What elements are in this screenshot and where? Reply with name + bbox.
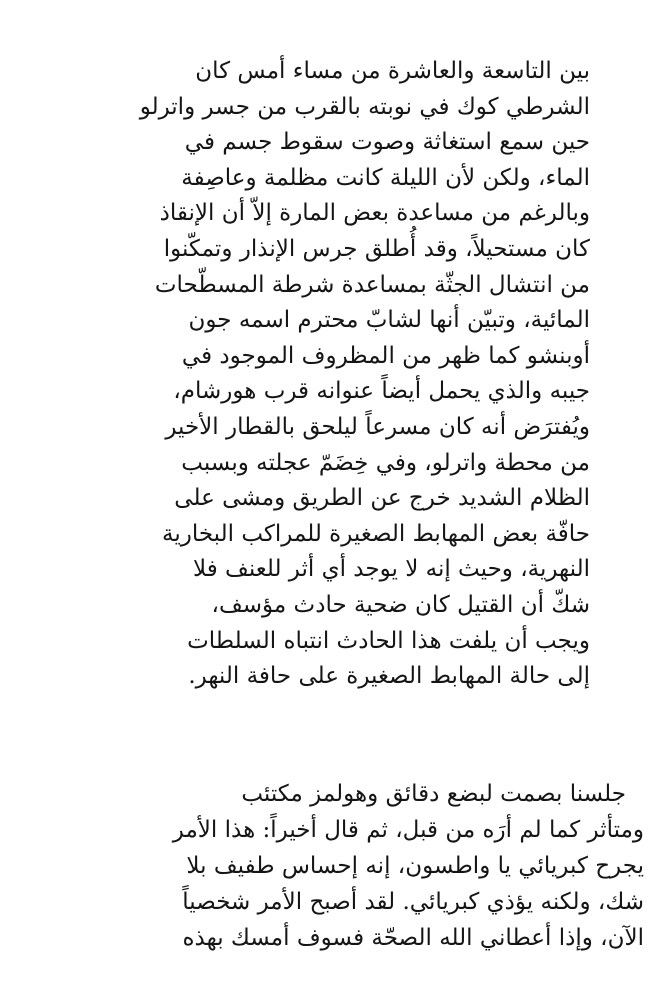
- quote-line: كان مستحيلاً، وقد أُطلق جرس الإنذار وتمكّنوا: [163, 235, 590, 262]
- quote-line: من محطة واترلو، وفي خِضَمّ عجلته وبسبب: [181, 449, 590, 476]
- quote-line: ويُفترَض أنه كان مسرعاً ليلحق بالقطار الأخير: [165, 413, 590, 440]
- quote-line: جيبه والذي يحمل أيضاً عنوانه قرب هورشام،: [173, 378, 590, 405]
- paragraph-line: جلسنا بصمت لبضع دقائق وهولمز مكتئب: [241, 781, 626, 807]
- quote-line: حين سمع استغاثة وصوت سقوط جسم في: [184, 129, 590, 156]
- quote-line: بين التاسعة والعاشرة من مساء أمس كان: [195, 58, 590, 84]
- newspaper-quote: [70, 54, 590, 695]
- quote-line: إلى حالة المهابط الصغيرة على حافة النهر.: [188, 663, 590, 690]
- paragraph-line: شك، ولكنه يؤذي كبريائي. لقد أصبح الأمر شخصياً: [182, 889, 644, 915]
- quote-line: الماء، ولكن لأن الليلة كانت مظلمة وعاصِفة: [181, 164, 590, 191]
- paragraph-line: الآن، وإذا أعطاني الله الصحّة فسوف أمسك بهذه: [182, 925, 644, 951]
- quote-line: حافّة بعض المهابط الصغيرة للمراكب البخارية: [161, 520, 590, 547]
- quote-line: الظلام الشديد خرج عن الطريق ومشى على: [174, 485, 590, 512]
- quote-line: أوبنشو كما ظهر من المظروف الموجود في: [181, 342, 590, 369]
- quote-line: ويجب أن يلفت هذا الحادث انتباه السلطات: [187, 627, 590, 654]
- quote-line: من انتشال الجثّة بمساعدة شرطة المسطّحات: [154, 271, 590, 298]
- body-paragraph: [16, 776, 644, 956]
- paragraph-line: ومتأثر كما لم أرَه من قبل، ثم قال أخيراً: هذا الأمر: [172, 817, 644, 843]
- quote-line: وبالرغم من مساعدة بعض المارة إلاّ أن الإنقاذ: [159, 200, 590, 227]
- quote-line: شكّ أن القتيل كان ضحية حادث مؤسف،: [211, 591, 590, 618]
- quote-line: النهرية، وحيث إنه لا يوجد أي أثر للعنف فلا: [193, 556, 590, 583]
- quote-line: الشرطي كوك في نوبته بالقرب من جسر واترلو: [139, 93, 590, 120]
- quote-line: المائية، وتبيّن أنها لشابّ محترم اسمه جون: [188, 307, 590, 334]
- paragraph-line: يجرح كبريائي يا واطسون، إنه إحساس طفيف بلا: [186, 853, 644, 879]
